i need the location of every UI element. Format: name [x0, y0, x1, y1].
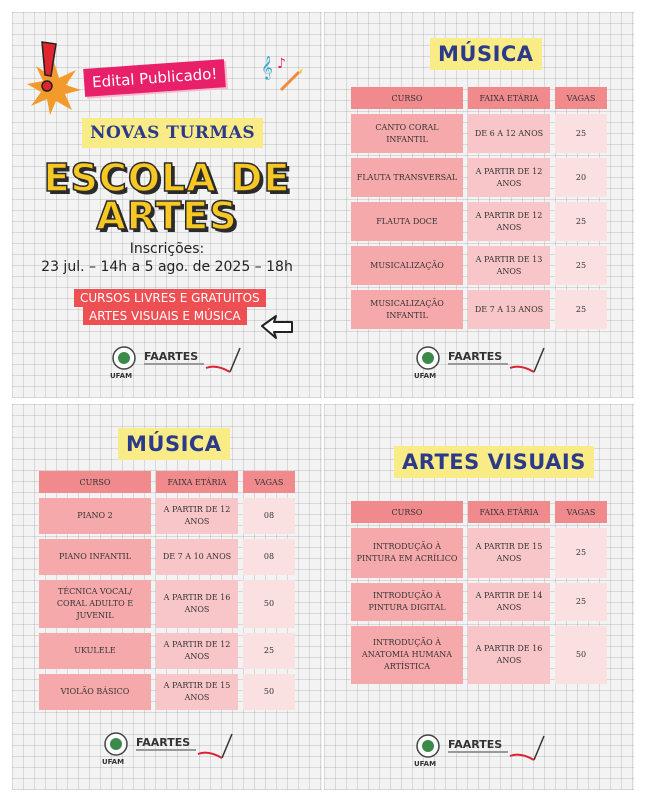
cell-vagas: 25: [555, 246, 607, 285]
cell-vagas: 25: [555, 114, 607, 153]
paintbrush-logo-icon: [196, 732, 236, 762]
cell-vagas: 25: [555, 202, 607, 241]
musica-panel-2: [12, 404, 322, 790]
col-header-curso: CURSO: [351, 501, 463, 523]
cell-curso: FLAUTA DOCE: [351, 202, 463, 241]
cell-faixa: DE 6 A 12 ANOS: [468, 114, 550, 153]
cell-faixa: DE 7 A 10 ANOS: [156, 539, 238, 575]
cell-vagas: 08: [243, 539, 295, 575]
faartes-label: FAARTES: [448, 738, 503, 751]
table-row: [39, 498, 295, 534]
inscricoes-dates: 23 jul. – 14h a 5 ago. de 2025 – 18h: [41, 259, 293, 275]
cell-faixa: A PARTIR DE 16 ANOS: [156, 580, 238, 628]
faartes-label: FAARTES: [144, 350, 199, 363]
cell-faixa: A PARTIR DE 15 ANOS: [468, 528, 550, 578]
cell-curso: VIOLÃO BÁSICO: [39, 674, 151, 710]
table-header-row: [39, 471, 295, 493]
section-title: MÚSICA: [118, 428, 230, 460]
cell-vagas: 50: [243, 580, 295, 628]
paintbrush-logo-icon: [508, 734, 548, 764]
exclamation-icon: [38, 40, 60, 94]
edital-badge: Edital Publicado!: [83, 59, 226, 97]
cell-vagas: 20: [555, 158, 607, 197]
cell-vagas: 25: [555, 290, 607, 329]
table-row: [351, 202, 607, 241]
cell-vagas: 50: [555, 626, 607, 684]
musica1-table: [346, 82, 612, 334]
cell-curso: PIANO 2: [39, 498, 151, 534]
cell-curso: FLAUTA TRANSVERSAL: [351, 158, 463, 197]
cell-faixa: A PARTIR DE 12 ANOS: [156, 633, 238, 669]
footer-logos: [104, 732, 244, 768]
footer-logos: [112, 346, 252, 382]
artes-table: [346, 496, 612, 689]
section-title: ARTES VISUAIS: [394, 446, 594, 478]
music-notes-icon: [259, 52, 303, 92]
cell-vagas: 08: [243, 498, 295, 534]
cell-faixa: A PARTIR DE 12 ANOS: [468, 158, 550, 197]
col-header-faixa: FAIXA ETÁRIA: [468, 501, 550, 523]
cell-vagas: 25: [555, 528, 607, 578]
col-header-faixa: FAIXA ETÁRIA: [156, 471, 238, 493]
cursos-livres-tag: CURSOS LIVRES E GRATUITOS: [74, 289, 266, 307]
ufam-seal-icon: [416, 734, 440, 758]
col-header-curso: CURSO: [39, 471, 151, 493]
cell-faixa: A PARTIR DE 13 ANOS: [468, 246, 550, 285]
cell-curso: UKULELE: [39, 633, 151, 669]
musica-panel-1: [324, 12, 634, 398]
novas-turmas-tag: NOVAS TURMAS: [82, 118, 263, 148]
cell-faixa: DE 7 A 13 ANOS: [468, 290, 550, 329]
cell-faixa: A PARTIR DE 12 ANOS: [156, 498, 238, 534]
col-header-curso: CURSO: [351, 87, 463, 109]
col-header-faixa: FAIXA ETÁRIA: [468, 87, 550, 109]
faartes-label: FAARTES: [136, 736, 191, 749]
cell-curso: PIANO INFANTIL: [39, 539, 151, 575]
title-line2: ARTES: [96, 194, 238, 238]
cell-faixa: A PARTIR DE 15 ANOS: [156, 674, 238, 710]
col-header-vagas: VAGAS: [555, 501, 607, 523]
table-row: [351, 583, 607, 621]
ufam-seal-icon: [416, 346, 440, 370]
table-row: [351, 246, 607, 285]
ufam-seal-icon: [112, 346, 136, 370]
cell-curso: INTRODUÇÃO À ANATOMIA HUMANA ARTÍSTICA: [351, 626, 463, 684]
ufam-label: UFAM: [110, 372, 133, 380]
faartes-subtitle-line: [448, 363, 508, 365]
cell-curso: TÉCNICA VOCAL/ CORAL ADULTO E JUVENIL: [39, 580, 151, 628]
svg-text:𝄞: 𝄞: [261, 55, 273, 79]
faartes-subtitle-line: [144, 363, 204, 365]
cell-faixa: A PARTIR DE 16 ANOS: [468, 626, 550, 684]
title-line1: ESCOLA DE: [43, 156, 291, 200]
artes-visuais-panel: [324, 404, 634, 790]
table-row: [351, 626, 607, 684]
ufam-seal-icon: [104, 732, 128, 756]
cell-curso: MUSICALIZAÇÃO INFANTIL: [351, 290, 463, 329]
col-header-vagas: VAGAS: [555, 87, 607, 109]
svg-text:♪: ♪: [277, 56, 286, 72]
table-header-row: [351, 87, 607, 109]
section-title: MÚSICA: [430, 38, 542, 70]
cell-curso: MUSICALIZAÇÃO: [351, 246, 463, 285]
cell-vagas: 25: [243, 633, 295, 669]
musica2-table: [34, 466, 300, 715]
footer-logos: [416, 346, 556, 382]
ufam-label: UFAM: [414, 372, 437, 380]
table-row: [351, 528, 607, 578]
table-row: [39, 633, 295, 669]
poster-panel: [12, 12, 322, 398]
table-row: [39, 580, 295, 628]
faartes-subtitle-line: [448, 751, 508, 753]
faartes-label: FAARTES: [448, 350, 503, 363]
table-row: [39, 674, 295, 710]
table-row: [39, 539, 295, 575]
paintbrush-logo-icon: [508, 346, 548, 376]
cell-faixa: A PARTIR DE 14 ANOS: [468, 583, 550, 621]
inscricoes-label: Inscrições:: [129, 241, 205, 257]
cell-vagas: 25: [555, 583, 607, 621]
faartes-subtitle-line: [136, 749, 196, 751]
col-header-vagas: VAGAS: [243, 471, 295, 493]
cell-curso: INTRODUÇÃO À PINTURA EM ACRÍLICO: [351, 528, 463, 578]
footer-logos: [416, 734, 556, 770]
artes-musica-tag: ARTES VISUAIS E MÚSICA: [83, 307, 247, 325]
ufam-label: UFAM: [102, 758, 125, 766]
table-row: [351, 158, 607, 197]
cell-vagas: 50: [243, 674, 295, 710]
table-header-row: [351, 501, 607, 523]
paintbrush-logo-icon: [204, 346, 244, 376]
ufam-label: UFAM: [414, 760, 437, 768]
cell-curso: INTRODUÇÃO À PINTURA DIGITAL: [351, 583, 463, 621]
cursor-icon: [260, 314, 294, 340]
cell-faixa: A PARTIR DE 12 ANOS: [468, 202, 550, 241]
table-row: [351, 290, 607, 329]
cell-curso: CANTO CORAL INFANTIL: [351, 114, 463, 153]
table-row: [351, 114, 607, 153]
